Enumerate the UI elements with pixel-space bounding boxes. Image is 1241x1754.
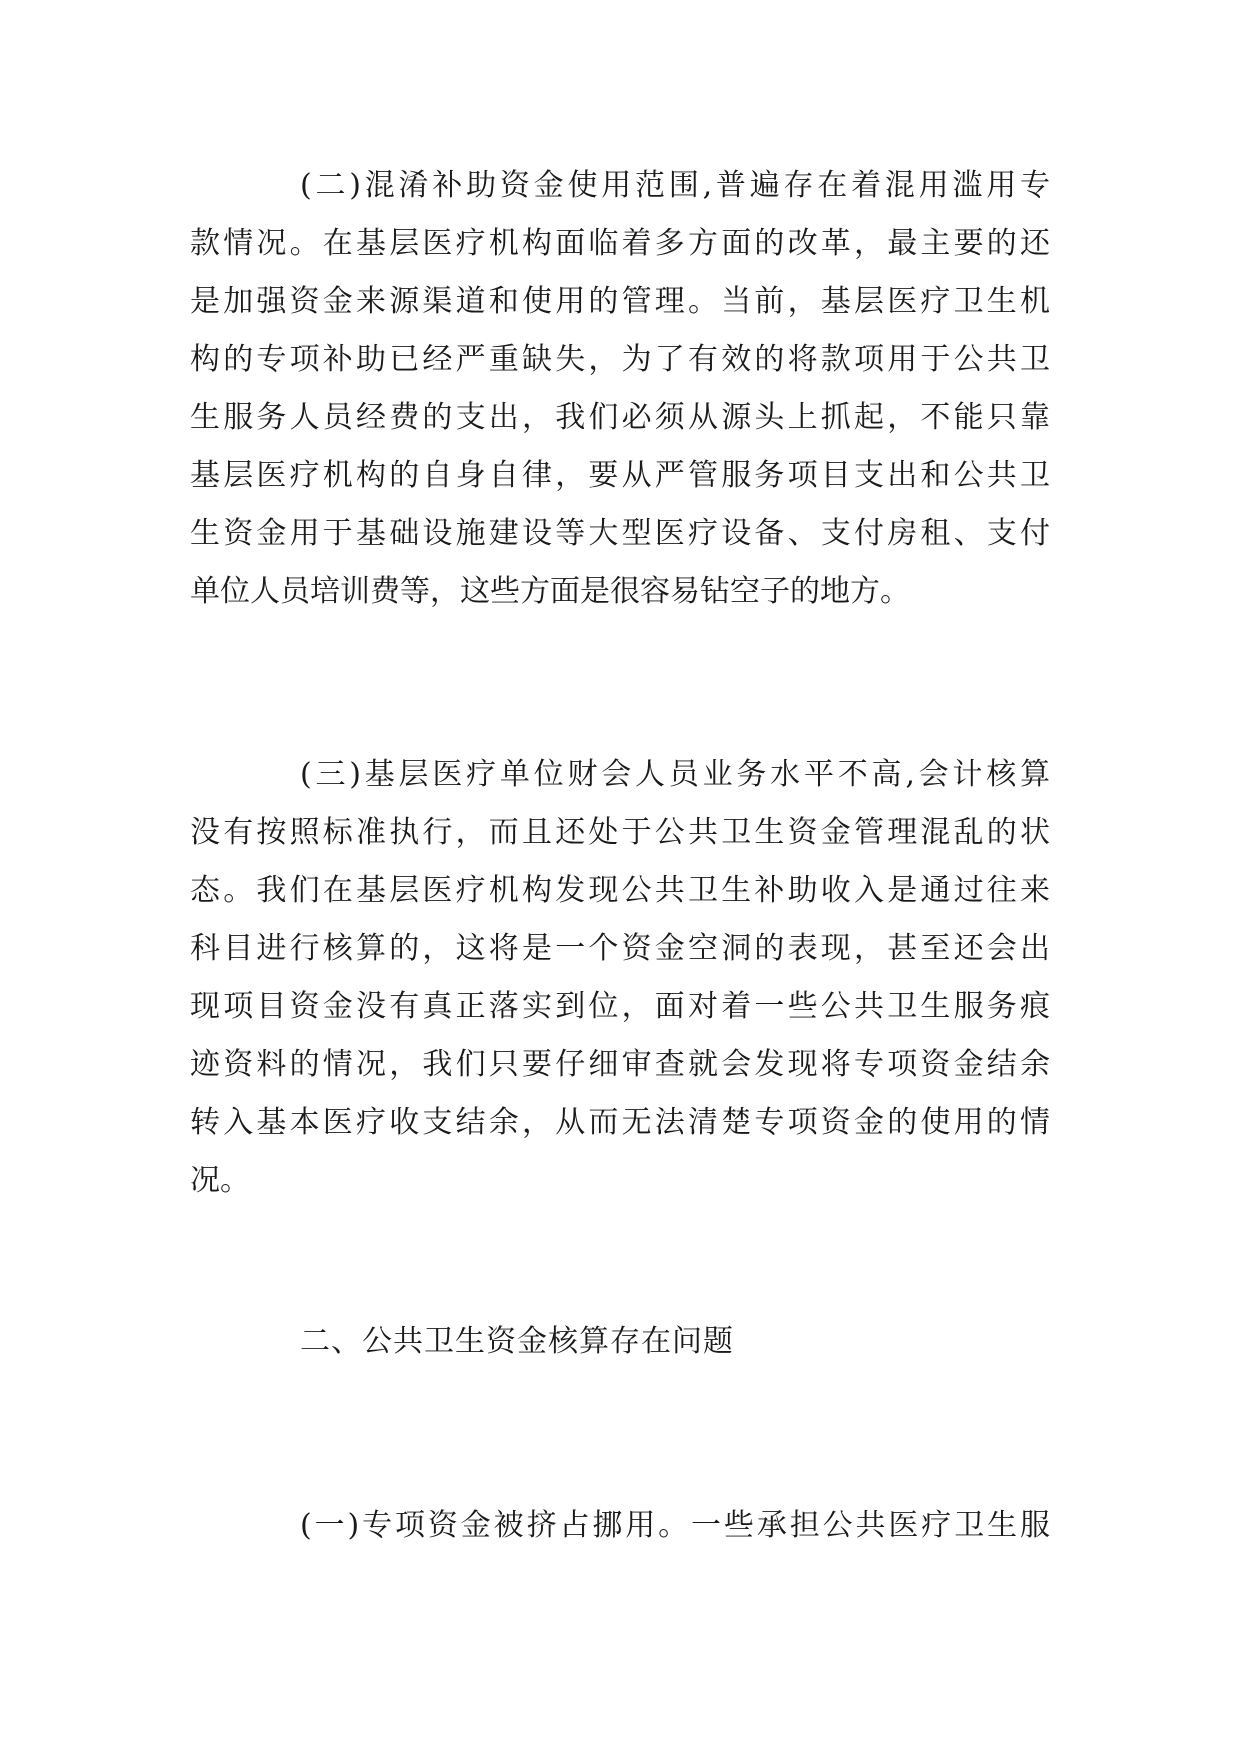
paragraph-2-line-1: (二)混淆补助资金使用范围,普遍存在着混用滥用专: [300, 168, 1050, 203]
paragraph-2-line-8: 单位人员培训费等，这些方面是很容易钻空子的地方。: [190, 574, 910, 609]
paragraph-2-line-4: 构的专项补助已经严重缺失，为了有效的将款项用于公共卫: [190, 342, 1050, 377]
paragraph-3-line-8: 况。: [190, 1163, 250, 1198]
paragraph-3-line-4: 科目进行核算的，这将是一个资金空洞的表现，甚至还会出: [190, 931, 1050, 966]
paragraph-2-line-3: 是加强资金来源渠道和使用的管理。当前，基层医疗卫生机: [190, 284, 1050, 319]
paragraph-2-line-7: 生资金用于基础设施建设等大型医疗设备、支付房租、支付: [190, 516, 1050, 551]
paragraph-2-line-6: 基层医疗机构的自身自律，要从严管服务项目支出和公共卫: [190, 458, 1050, 493]
paragraph-2-line-2: 款情况。在基层医疗机构面临着多方面的改革，最主要的还: [190, 226, 1050, 261]
paragraph-3-line-1: (三)基层医疗单位财会人员业务水平不高,会计核算: [300, 757, 1050, 792]
section-heading: 二、公共卫生资金核算存在问题: [300, 1324, 734, 1359]
paragraph-3-line-6: 迹资料的情况，我们只要仔细审查就会发现将专项资金结余: [190, 1047, 1050, 1082]
paragraph-4-line-1: (一)专项资金被挤占挪用。一些承担公共医疗卫生服: [300, 1508, 1050, 1543]
paragraph-3-line-5: 现项目资金没有真正落实到位，面对着一些公共卫生服务痕: [190, 989, 1050, 1024]
paragraph-3-line-7: 转入基本医疗收支结余，从而无法清楚专项资金的使用的情: [190, 1105, 1050, 1140]
paragraph-3-line-2: 没有按照标准执行，而且还处于公共卫生资金管理混乱的状: [190, 815, 1050, 850]
paragraph-3-line-3: 态。我们在基层医疗机构发现公共卫生补助收入是通过往来: [190, 873, 1050, 908]
paragraph-2-line-5: 生服务人员经费的支出，我们必须从源头上抓起，不能只靠: [190, 400, 1050, 435]
